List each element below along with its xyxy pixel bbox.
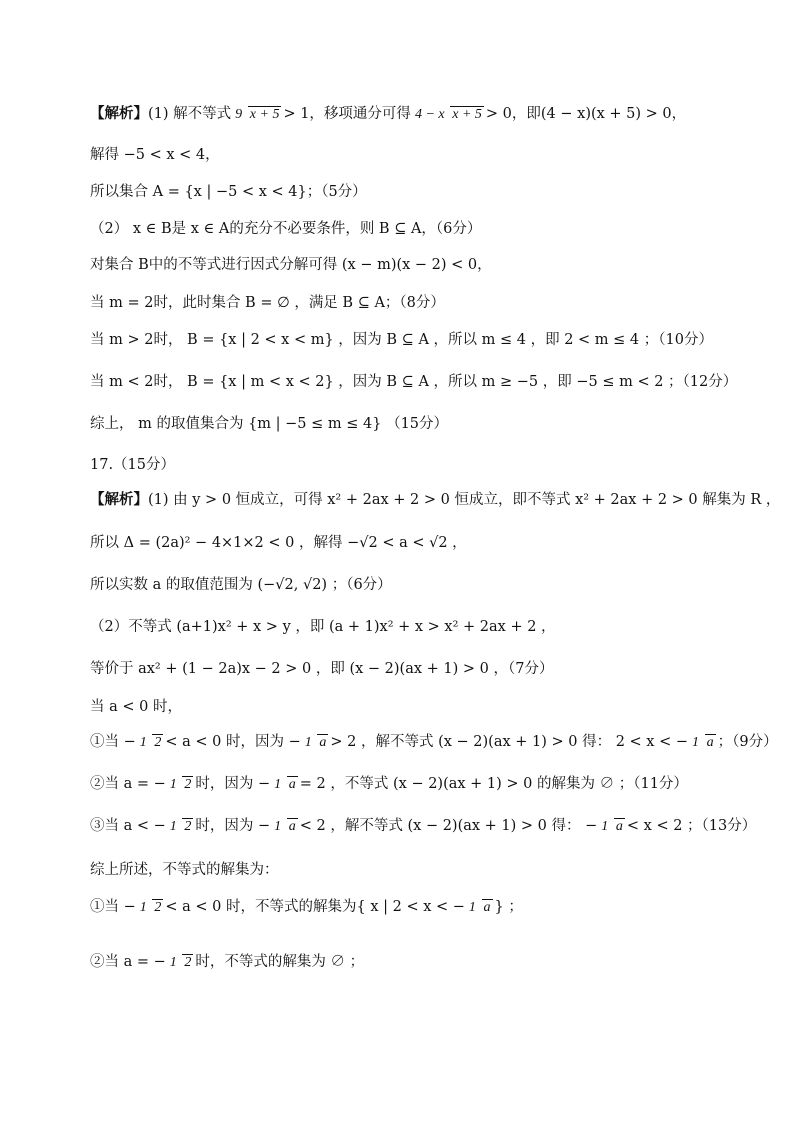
numerator: 1 (139, 735, 147, 750)
denominator: a (615, 819, 623, 834)
denominator: a (288, 819, 296, 834)
s16-line-9: 综上， m 的取值集合为 {m | −5 ≤ m ≤ 4} （15分） (90, 416, 449, 432)
s16-line-8: 当 m < 2时， B = {x | m < x < 2} ，因为 B ⊆ A ，所以 m ≥ −5 ，即 −5 ≤ m < 2 ；（12分） (90, 374, 738, 390)
fraction (272, 816, 298, 836)
text: ①当 − (90, 899, 136, 915)
s17-line-1 (90, 490, 780, 510)
text: < a < 0 时，不等式的解集为 (165, 899, 357, 915)
fraction (690, 732, 716, 752)
numerator: 1 (139, 900, 147, 915)
numerator: 1 (304, 735, 312, 750)
denominator: 2 (154, 735, 162, 750)
fraction (233, 104, 281, 124)
fraction (168, 774, 194, 794)
numerator: 1 (169, 955, 177, 970)
fraction (138, 897, 164, 917)
numerator: 4 − x (414, 107, 445, 122)
text: (1) 解不等式 (148, 106, 232, 122)
text: 时，因为 − (195, 818, 271, 834)
text: { x | 2 < x < − (356, 899, 465, 915)
denominator: 2 (184, 955, 192, 970)
text: ②当 a = − (90, 776, 166, 792)
text: < 2 ，解不等式 (x − 2)(ax + 1) > 0 得： − (299, 818, 598, 834)
s16-line-6: 当 m = 2时，此时集合 B = ∅ ，满足 B ⊆ A；（8分） (90, 295, 445, 311)
text: ②当 a = − (90, 954, 166, 970)
numerator: 1 (169, 777, 177, 792)
s16-line-7: 当 m > 2时， B = {x | 2 < x < m} ，因为 B ⊆ A ，所以 m ≤ 4 ，即 2 < m ≤ 4 ；（10分） (90, 332, 713, 348)
case-1-line (90, 732, 778, 752)
text: > 2 ，解不等式 (x − 2)(ax + 1) > 0 得： 2 < x < − (330, 734, 689, 750)
fraction (599, 816, 625, 836)
case-3-line (90, 816, 756, 836)
fraction (413, 104, 484, 124)
s16-line-5: 对集合 B中的不等式进行因式分解可得 (x − m)(x − 2) < 0， (90, 257, 492, 273)
s17-line-6: 当 a < 0 时， (90, 699, 182, 715)
summary-case-1 (90, 897, 523, 917)
fraction (138, 732, 164, 752)
s17-line-3: 所以实数 a 的取值范围为 (−√2, √2) ；（6分） (90, 577, 392, 593)
denominator: a (319, 735, 327, 750)
denominator: 2 (184, 777, 192, 792)
text: (1) 由 y > 0 恒成立，可得 x² + 2ax + 2 > 0 恒成立，即不等式 x² + 2ax + 2 > 0 解集为 R ， (148, 492, 781, 508)
fraction (168, 952, 194, 972)
analysis-tag: 【解析】 (90, 491, 148, 508)
fraction (303, 732, 329, 752)
fraction (272, 774, 298, 794)
s17-line-4: （2）不等式 (a+1)x² + x > y ，即 (a + 1)x² + x > x² + 2ax + 2 ， (90, 619, 556, 635)
summary-line: 综上所述，不等式的解集为： (90, 862, 279, 878)
s17-line-5: 等价于 ax² + (1 − 2a)x − 2 > 0 ，即 (x − 2)(ax + 1) > 0 ，（7分） (90, 661, 554, 677)
text: 时，不等式的解集为 ∅ ； (195, 954, 365, 970)
numerator: 1 (692, 735, 700, 750)
question-17-title: 17.（15分） (90, 457, 176, 473)
numerator: 1 (169, 819, 177, 834)
s17-line-2: 所以 Δ = (2a)² − 4×1×2 < 0 ，解得 −√2 < a < √2 ， (90, 535, 467, 551)
numerator: 1 (274, 777, 282, 792)
numerator: 1 (274, 819, 282, 834)
s16-line-2: 解得 −5 < x < 4， (90, 147, 220, 163)
s16-line-3: 所以集合 A = {x | −5 < x < 4}；（5分） (90, 184, 367, 200)
s16-line-1 (90, 104, 686, 124)
text: = 2 ，不等式 (x − 2)(ax + 1) > 0 的解集为 ∅ ；（11分） (299, 776, 688, 792)
s16-line-4: （2） x ∈ B是 x ∈ A的充分不必要条件，则 B ⊆ A，（6分） (90, 221, 482, 237)
text: > 1，移项通分可得 (283, 106, 411, 122)
numerator: 1 (468, 900, 476, 915)
text: 时，因为 − (195, 776, 271, 792)
fraction (168, 816, 194, 836)
denominator: 2 (154, 900, 162, 915)
numerator: 9 (235, 107, 243, 122)
denominator: x + 5 (249, 107, 280, 122)
numerator: 1 (601, 819, 609, 834)
text: ；（9分） (717, 734, 778, 750)
denominator: a (288, 777, 296, 792)
case-2-line (90, 774, 688, 794)
text: } ； (494, 899, 523, 915)
denominator: a (483, 900, 491, 915)
text: < x < 2 ；（13分） (626, 818, 757, 834)
text: < a < 0 时，因为 − (165, 734, 301, 750)
text: ③当 a < − (90, 818, 166, 834)
text: > 0，即(4 − x)(x + 5) > 0， (485, 106, 687, 122)
denominator: x + 5 (452, 107, 482, 122)
denominator: a (706, 735, 714, 750)
analysis-tag: 【解析】 (90, 105, 148, 122)
denominator: 2 (184, 819, 192, 834)
fraction (467, 897, 493, 917)
summary-case-2 (90, 952, 364, 972)
text: ①当 − (90, 734, 136, 750)
